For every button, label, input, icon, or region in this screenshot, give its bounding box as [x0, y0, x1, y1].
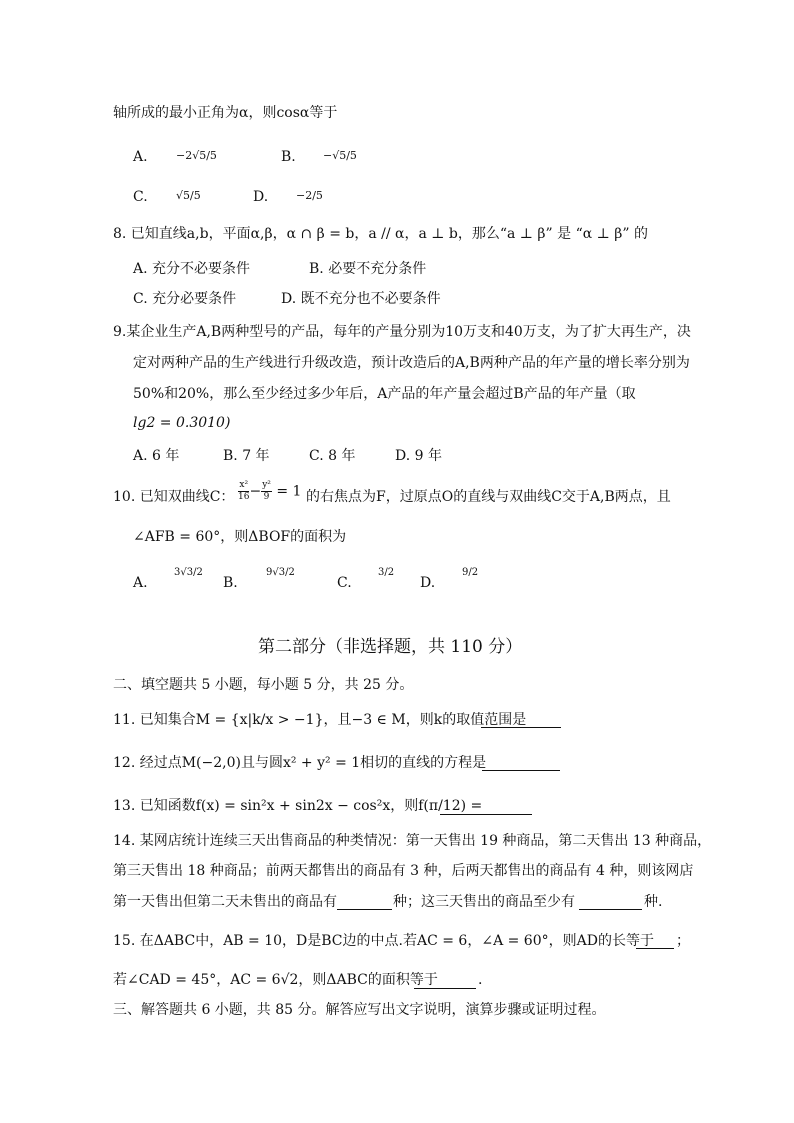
q12-stem: 12. 经过点M(−2,0)且与圆x² + y² = 1相切的直线的方程是 [113, 755, 487, 771]
q14-line-3-end: 种. [644, 894, 663, 910]
q10-hyperbola-equation: $\frac{\text{x²}}{16}$ − $\frac{\text{y²}}{9}$ = 1 [238, 480, 302, 502]
q15-answer-blank-1[interactable] [636, 934, 674, 952]
q13-stem: 13. 已知函数f(x) = sin²x + sin2x − cos²x，则f(π/12) = [113, 798, 483, 814]
q10-option-d-value: 9/2 [462, 567, 479, 578]
q10-line-2: ∠AFB = 60°，则ΔBOF的面积为 [133, 529, 347, 545]
q10-stem-start: 10. 已知双曲线C： [113, 489, 235, 505]
q14-answer-blank-2[interactable] [579, 895, 642, 913]
q9-line-3: 50%和20%，那么至少经过多少年后，A产品的年产量会超过B产品的年产量（取 [133, 386, 636, 402]
q7-stem-tail: 轴所成的最小正角为α，则cosα等于 [113, 105, 338, 121]
q14-answer-blank-1[interactable] [337, 895, 392, 913]
q8-option-d: D. 既不充分也不必要条件 [281, 291, 441, 307]
q11-stem: 11. 已知集合M = {x|k/x > −1}，且−3 ∈ M，则k的取值范围是 [113, 712, 527, 728]
q14-line-2: 第三天售出 18 种商品；前两天都售出的商品有 3 种，后两天都售出的商品有 4 种，则该网店 [113, 863, 694, 879]
q10-option-a-label: A. [133, 575, 148, 591]
q7-option-c-label: C. [133, 189, 148, 205]
q9-line-4: lg2 = 0.3010) [133, 415, 231, 431]
q10-option-b-label: B. [223, 575, 238, 591]
q15-answer-blank-2[interactable] [414, 974, 476, 992]
q11-answer-blank[interactable] [481, 713, 561, 731]
q7-option-b-label: B. [281, 149, 296, 165]
q7-option-a-label: A. [133, 149, 148, 165]
q7-option-d-value: −2/5 [296, 189, 323, 202]
q7-option-c-value: √5/5 [176, 189, 201, 202]
q10-stem-end: 的右焦点为F，过原点O的直线与双曲线C交于A,B两点，且 [306, 489, 671, 505]
q10-option-c-label: C. [337, 575, 352, 591]
q14-line-1: 14. 某网店统计连续三天出售商品的种类情况：第一天售出 19 种商品，第二天售出 13 种商品， [113, 833, 712, 849]
q9-line-2: 定对两种产品的生产线进行升级改造，预计改造后的A,B两种产品的年产量的增长率分别为 [133, 355, 690, 371]
q9-option-a: A. 6 年 [133, 448, 180, 464]
q14-line-3-mid: 种；这三天售出的商品至少有 [393, 894, 575, 910]
q9-line-1: 9.某企业生产A,B两种型号的产品，每年的产量分别为10万支和40万支，为了扩大再生产，决 [113, 324, 691, 340]
q10-option-c-value: 3/2 [378, 567, 395, 578]
q9-option-d: D. 9 年 [395, 448, 442, 464]
q8-option-c: C. 充分必要条件 [133, 291, 237, 307]
q8-option-b: B. 必要不充分条件 [309, 261, 427, 277]
q10-option-d-label: D. [420, 575, 436, 591]
q12-answer-blank[interactable] [482, 756, 560, 774]
q7-option-b-value: −√5/5 [323, 149, 357, 162]
q15-line-2: 若∠CAD = 45°，AC = 6√2，则ΔABC的面积等于 [113, 972, 438, 988]
answer-section-heading: 三、解答题共 6 小题，共 85 分。解答应写出文字说明，演算步骤或证明过程。 [113, 1002, 606, 1018]
q10-option-a-value: 3√3/2 [174, 567, 203, 578]
q9-option-c: C. 8 年 [309, 448, 356, 464]
q7-option-a-value: −2√5/5 [176, 149, 217, 162]
q15-line-2-end: . [478, 972, 483, 988]
q7-option-d-label: D. [253, 189, 269, 205]
q15-line-1-end: ； [676, 933, 690, 949]
part2-title: 第二部分（非选择题，共 110 分） [258, 637, 523, 657]
q10-option-b-value: 9√3/2 [266, 567, 295, 578]
q8-stem: 8. 已知直线a,b，平面α,β，α ∩ β = b，a // α，a ⊥ b，那么“a ⊥ β” 是 “α ⊥ β” 的 [113, 226, 648, 242]
fill-in-heading: 二、填空题共 5 小题，每小题 5 分，共 25 分。 [113, 677, 414, 693]
q14-line-3-start: 第一天售出但第二天未售出的商品有 [113, 894, 337, 910]
q8-option-a: A. 充分不必要条件 [133, 261, 251, 277]
q15-line-1: 15. 在ΔABC中，AB = 10，D是BC边的中点.若AC = 6，∠A = 60°，则AD的长等于 [113, 933, 654, 949]
q9-option-b: B. 7 年 [223, 448, 270, 464]
q13-answer-blank[interactable] [440, 800, 532, 818]
